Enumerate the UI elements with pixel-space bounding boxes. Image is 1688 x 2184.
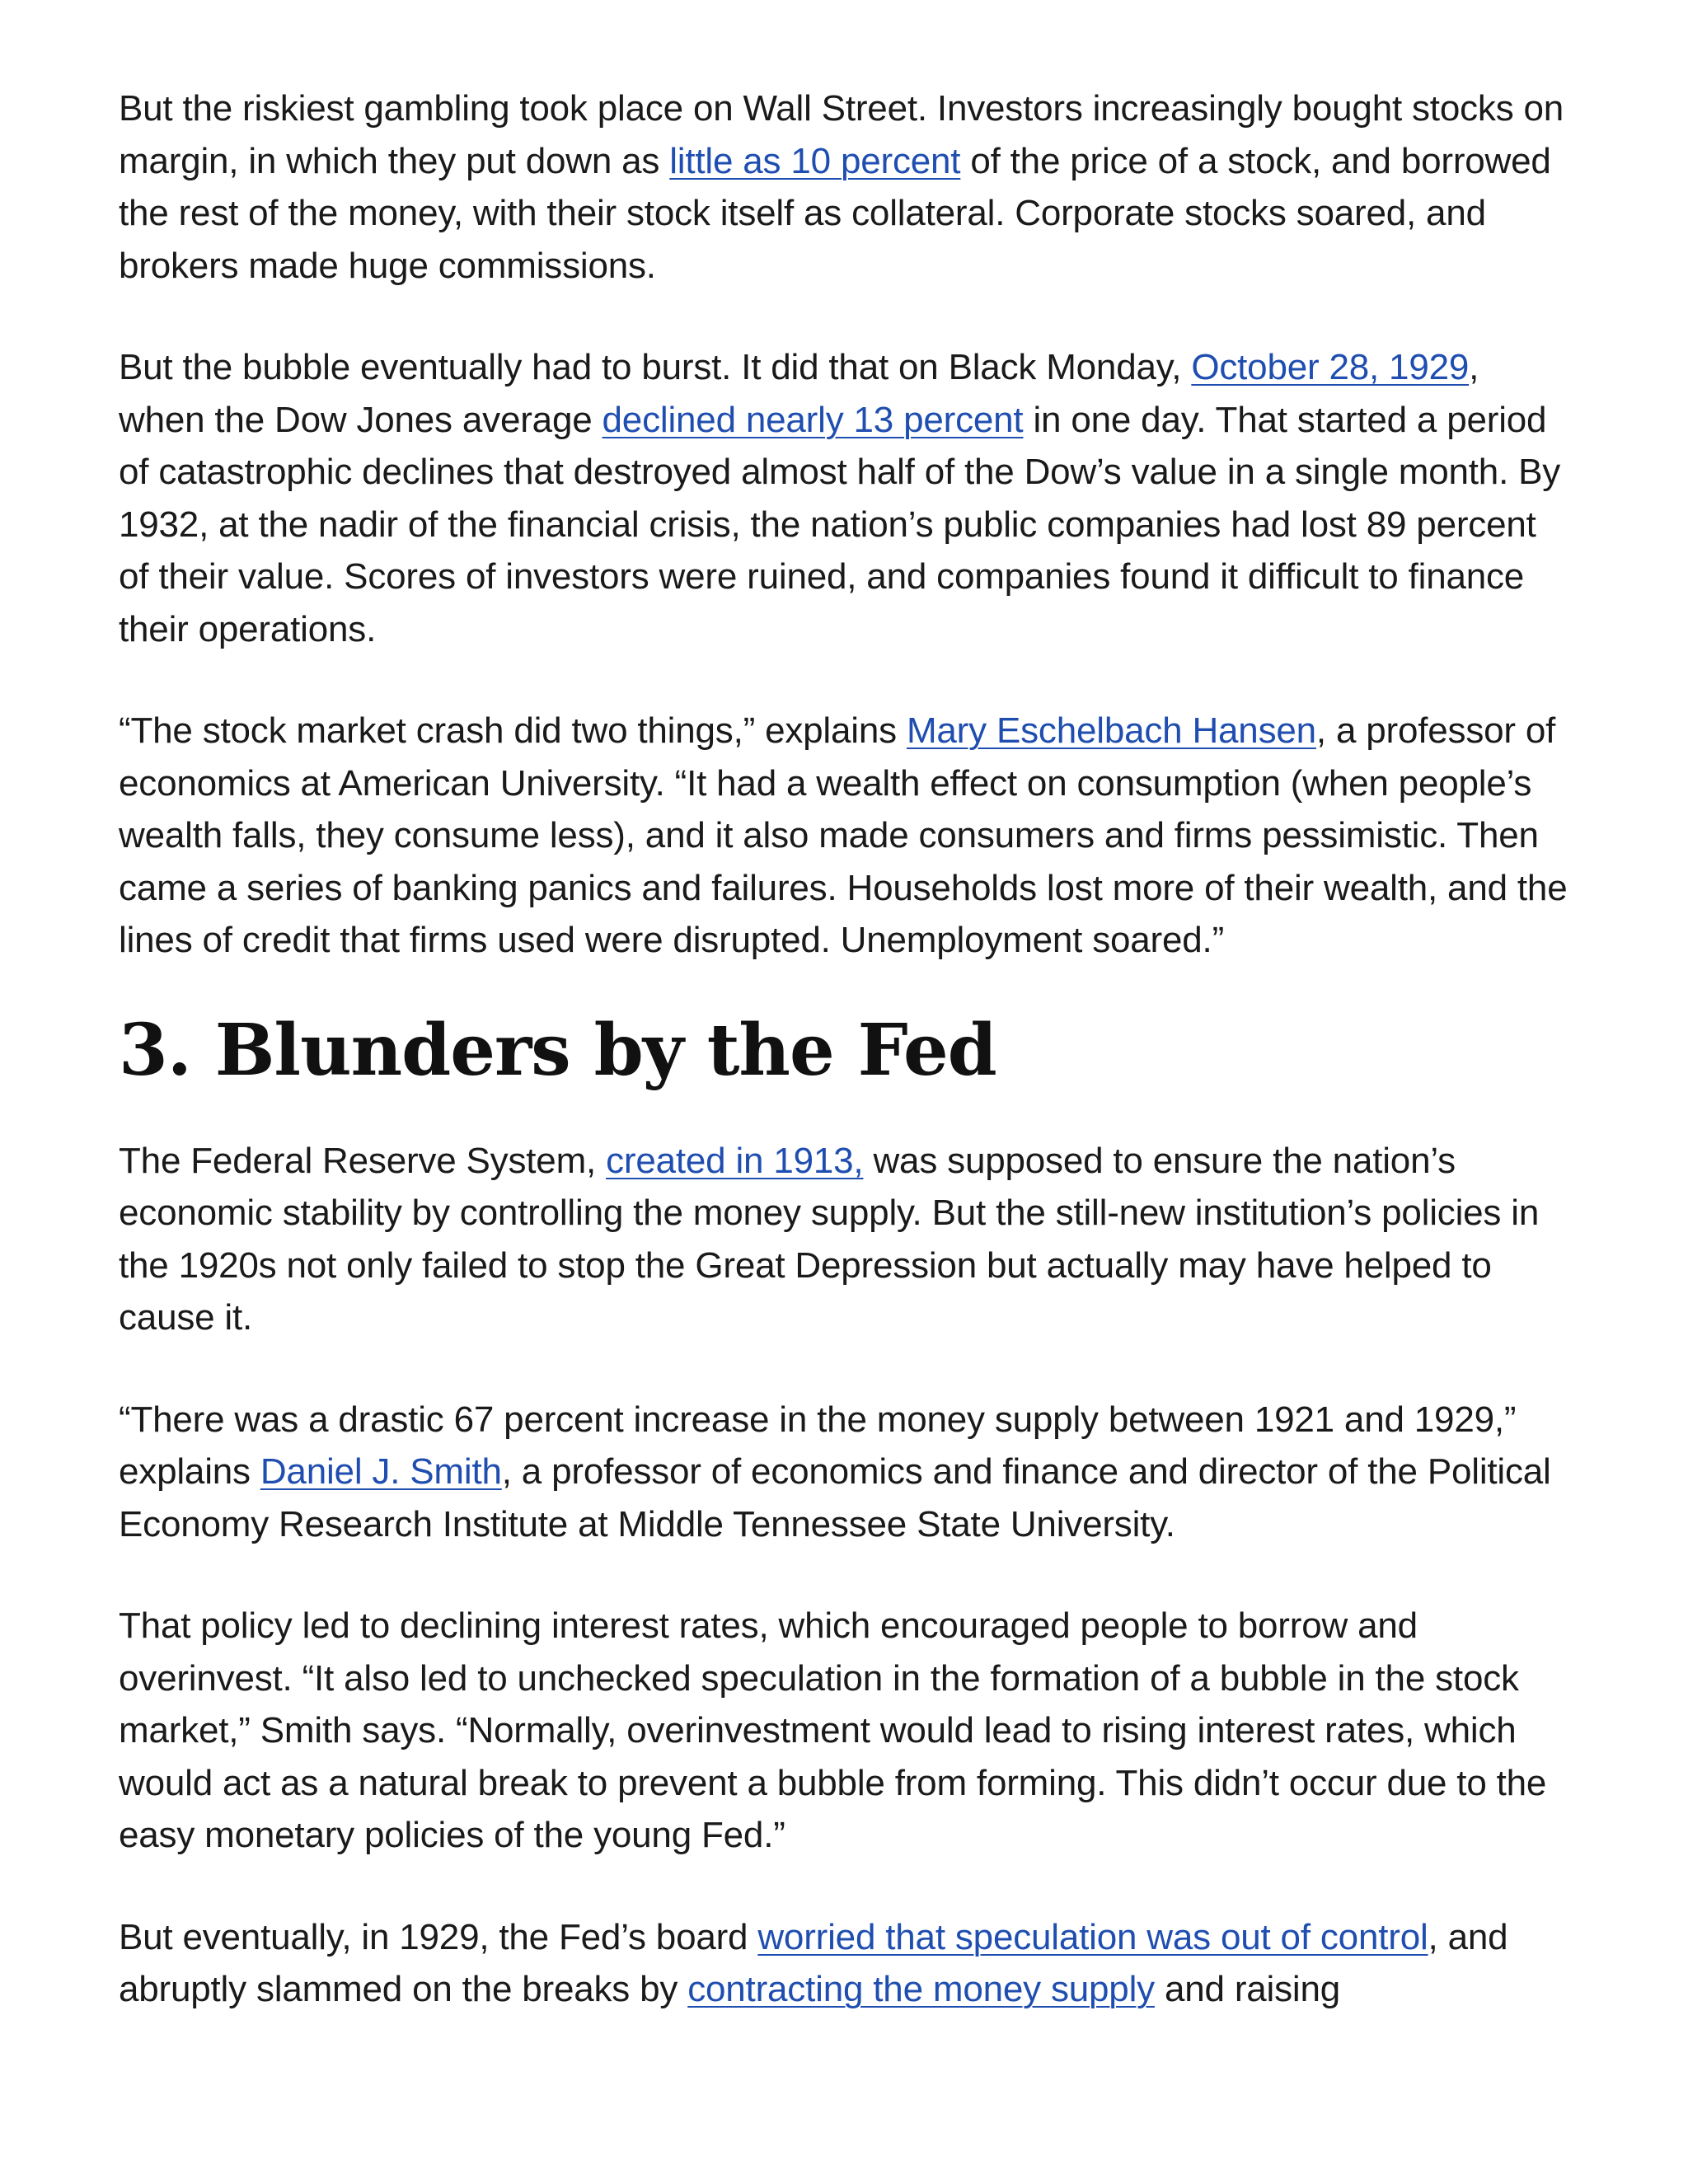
paragraph-text: of the price of a stock, and borrowed the rest of the money, with their stock itself as collateral. Corporate stocks soared, and brokers made huge commissions. — [119, 140, 1551, 286]
paragraph-text: was supposed to ensure the nation’s economic stability by controlling the money supply. But the still-new institution’s policies in the 1920s not only failed to stop the Great Depression but actually may have helped to cause it. — [119, 1140, 1540, 1338]
link-contracting-money-supply[interactable]: contracting the money supply — [687, 1969, 1155, 2009]
paragraph-wall-street — [119, 82, 1569, 292]
paragraph-text: , a professor of economics and finance and director of the Political Economy Research Institute at Middle Tennessee State University. — [119, 1451, 1551, 1544]
section-heading: 3. Blunders by the Fed — [119, 1008, 996, 1092]
link-worried-speculation[interactable]: worried that speculation was out of control — [757, 1916, 1428, 1957]
paragraph-text: The Federal Reserve System, — [119, 1140, 607, 1181]
paragraph-text: “The stock market crash did two things,” explains — [119, 710, 907, 751]
paragraph-smith-quote — [119, 1394, 1569, 1551]
paragraph-text: But the riskiest gambling took place on Wall Street. Investors increasingly bought stocks on margin, in which they put down as — [119, 88, 1564, 181]
link-daniel-j-smith[interactable]: Daniel J. Smith — [260, 1451, 502, 1492]
paragraph-black-monday — [119, 341, 1569, 655]
paragraph-federal-reserve — [119, 1135, 1569, 1344]
paragraph-text: in one day. That started a period of catastrophic declines that destroyed almost half of the Dow’s value in a single month. By 1932, at the nadir of the financial crisis, the nation’s public companies had lost 89 percent of their value. Scores of investors were ruined, and companies found it difficult to finance their operations. — [119, 399, 1561, 649]
link-created-in-1913[interactable]: created in 1913, — [606, 1140, 864, 1181]
paragraph-interest-rates — [119, 1600, 1569, 1862]
paragraph-text: But the bubble eventually had to burst. It did that on Black Monday, — [119, 347, 1192, 387]
link-october-28-1929[interactable]: October 28, 1929 — [1191, 347, 1470, 387]
paragraph-text: That policy led to declining interest rates, which encouraged people to borrow and overinvest. “It also led to unchecked speculation in the formation of a bubble in the stock market,” Smith says. “Normally, overinvestment would lead to rising interest rates, which would act as a natural break to prevent a bubble from forming. This didn’t occur due to the easy monetary policies of the young Fed.” — [119, 1605, 1547, 1855]
paragraph-hansen-quote — [119, 705, 1569, 967]
link-little-as-10-percent[interactable]: little as 10 percent — [669, 140, 961, 181]
paragraph-text: “There was a drastic 67 percent increase in the money supply between 1921 and 1929,” explains — [119, 1399, 1517, 1492]
paragraph-text: and raising — [1154, 1969, 1341, 2009]
link-mary-eschelbach-hansen[interactable]: Mary Eschelbach Hansen — [906, 710, 1316, 751]
paragraph-text: , a professor of economics at American University. “It had a wealth effect on consumption (when people’s wealth falls, they consume less), and it also made consumers and firms pessimistic. Then came a series of banking panics and failures. Households lost more of their wealth, and the lines of credit that firms used were disrupted. Unemployment soared.” — [119, 710, 1568, 960]
paragraph-text: , when the Dow Jones average — [119, 347, 1479, 440]
paragraph-fed-board — [119, 1911, 1569, 2016]
link-declined-nearly-13-percent[interactable]: declined nearly 13 percent — [602, 399, 1024, 440]
paragraph-text: But eventually, in 1929, the Fed’s board — [119, 1916, 758, 1957]
paragraph-text: , and abruptly slammed on the breaks by — [119, 1916, 1508, 2009]
